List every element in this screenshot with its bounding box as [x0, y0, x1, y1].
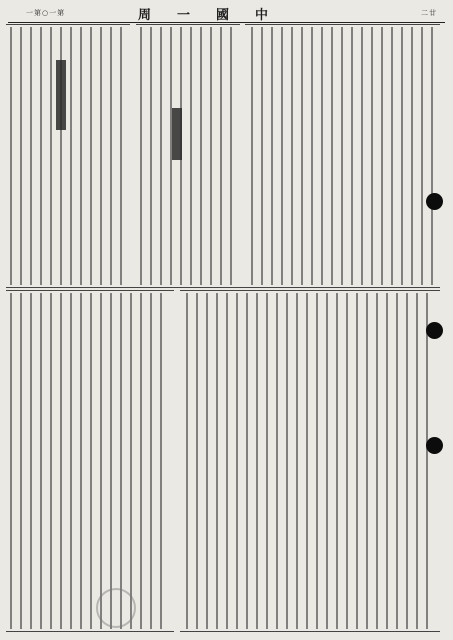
- issue-number: 一第○一第: [26, 9, 66, 17]
- page-number: 二廿: [421, 9, 437, 17]
- article-top-right: [245, 24, 440, 288]
- article-top-left: [6, 24, 130, 288]
- binding-hole-icon: [426, 322, 443, 339]
- publication-title: 周一國中: [138, 8, 295, 23]
- heading-bottom-left: [56, 60, 66, 130]
- column-divider: [6, 287, 440, 288]
- heading-top-left: [172, 108, 182, 160]
- binding-hole-icon: [426, 193, 443, 210]
- page-header: [8, 4, 445, 23]
- binding-hole-icon: [426, 437, 443, 454]
- library-stamp: [96, 588, 136, 628]
- article-bottom-right: [180, 290, 440, 632]
- article-top-middle: [136, 24, 240, 288]
- article-bottom-left: [6, 290, 174, 632]
